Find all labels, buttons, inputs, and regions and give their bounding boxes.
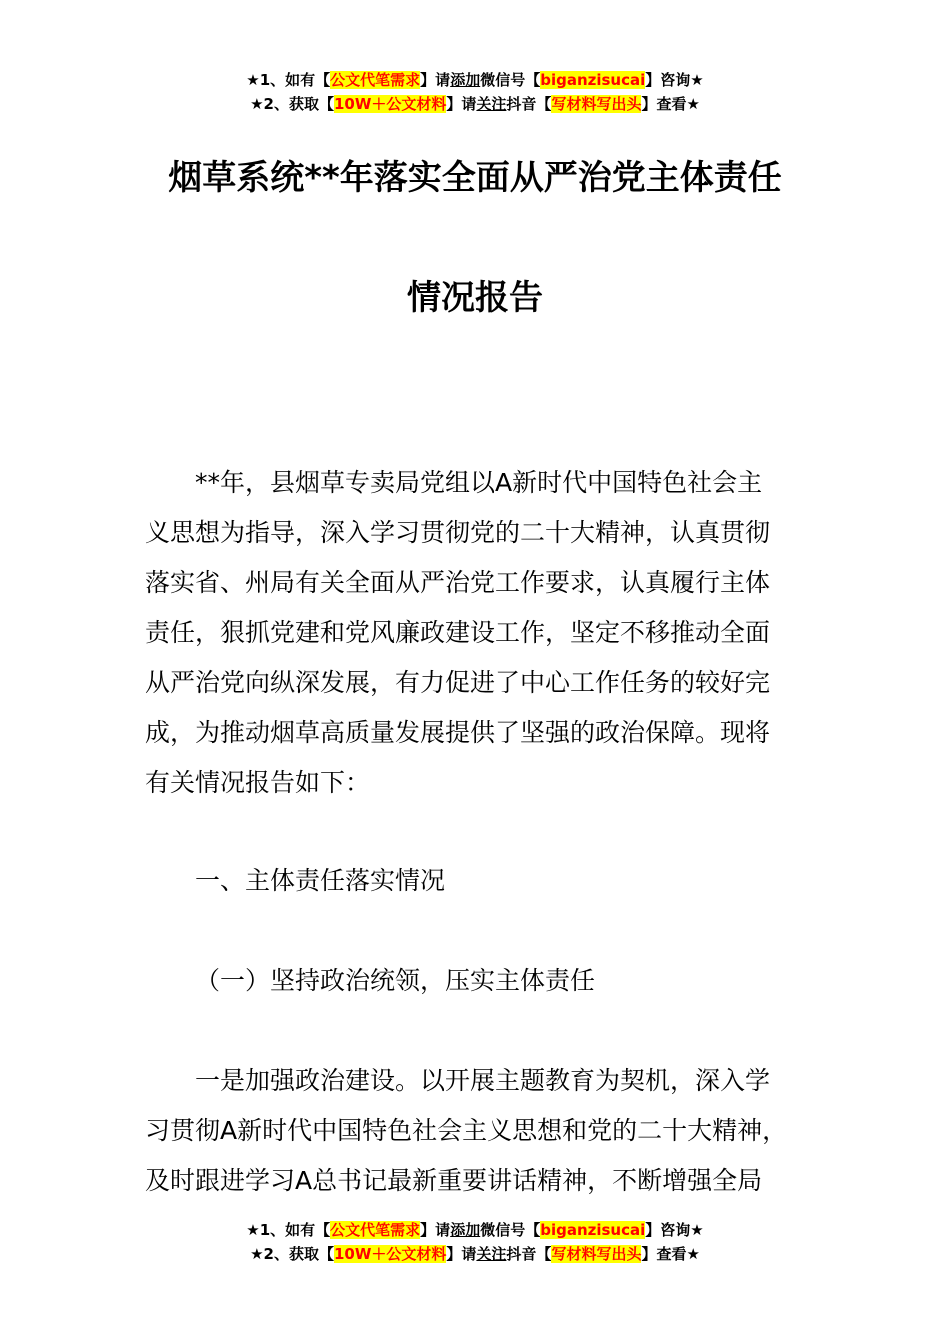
- promo-underline: 添加: [450, 1221, 481, 1239]
- promo-highlight: 10W＋公文材料: [333, 95, 447, 113]
- promo-text: 】请: [446, 1245, 477, 1263]
- bottom-promo-banner: [0, 1218, 950, 1266]
- promo-highlight: 公文代笔需求: [330, 71, 421, 89]
- promo-text: 】查看★: [641, 1245, 700, 1263]
- paragraph-line: 及时跟进学习A总书记最新重要讲话精神，不断增强全局: [145, 1166, 763, 1195]
- promo-highlight: 公文代笔需求: [330, 1221, 421, 1239]
- intro-paragraph: [145, 458, 815, 808]
- promo-underline: 关注: [476, 1245, 507, 1263]
- paragraph-line: 有关情况报告如下：: [145, 768, 371, 797]
- promo-text: ★1、如有【: [246, 1221, 331, 1239]
- paragraph-line: 义思想为指导，深入学习贯彻党的二十大精神，认真贯彻: [145, 518, 771, 547]
- paragraph-line: 成，为推动烟草高质量发展提供了坚强的政治保障。现将: [145, 718, 771, 747]
- promo-underline: 关注: [476, 95, 507, 113]
- promo-text: ★2、获取【: [250, 1245, 334, 1263]
- paragraph-line: **年，县烟草专卖局党组以A新时代中国特色社会主: [145, 468, 763, 497]
- promo-highlight: 写材料写出头: [551, 95, 642, 113]
- paragraph-line: 一是加强政治建设。以开展主题教育为契机，深入学: [145, 1066, 771, 1095]
- promo-highlight: biganzisucai: [540, 1221, 646, 1239]
- document-title: 烟草系统**年落实全面从严治党主体责任: [168, 158, 782, 198]
- paragraph-line: 落实省、州局有关全面从严治党工作要求，认真履行主体: [145, 568, 771, 597]
- promo-text: 】请: [420, 1221, 451, 1239]
- promo-text: 】请: [420, 71, 451, 89]
- promo-text: 抖音【: [506, 1245, 552, 1263]
- promo-line-1: [0, 1218, 950, 1242]
- promo-text: 】咨询★: [645, 71, 704, 89]
- top-promo-banner: [0, 68, 950, 116]
- paragraph-line: 责任，狠抓党建和党风廉政建设工作，坚定不移推动全面: [145, 618, 771, 647]
- promo-highlight: 写材料写出头: [551, 1245, 642, 1263]
- paragraph-line: 从严治党向纵深发展，有力促进了中心工作任务的较好完: [145, 668, 771, 697]
- paragraph-line: 习贯彻A新时代中国特色社会主义思想和党的二十大精神，: [145, 1116, 788, 1145]
- promo-line-2: [0, 1242, 950, 1266]
- promo-text: ★2、获取【: [250, 95, 334, 113]
- promo-highlight: biganzisucai: [540, 71, 646, 89]
- promo-line-1: [0, 68, 950, 92]
- promo-text: 微信号【: [480, 71, 541, 89]
- promo-text: 微信号【: [480, 1221, 541, 1239]
- promo-text: 】查看★: [641, 95, 700, 113]
- promo-text: 】请: [446, 95, 477, 113]
- promo-highlight: 10W＋公文材料: [333, 1245, 447, 1263]
- subsection-heading: （一）坚持政治统领，压实主体责任: [195, 966, 596, 995]
- promo-text: 抖音【: [506, 95, 552, 113]
- promo-line-2: [0, 92, 950, 116]
- promo-underline: 添加: [450, 71, 481, 89]
- promo-text: 】咨询★: [645, 1221, 704, 1239]
- document-title-continued: 情况报告: [407, 278, 543, 318]
- body-paragraph: [145, 1056, 815, 1206]
- promo-text: ★1、如有【: [246, 71, 331, 89]
- section-heading: 一、主体责任落实情况: [195, 866, 446, 895]
